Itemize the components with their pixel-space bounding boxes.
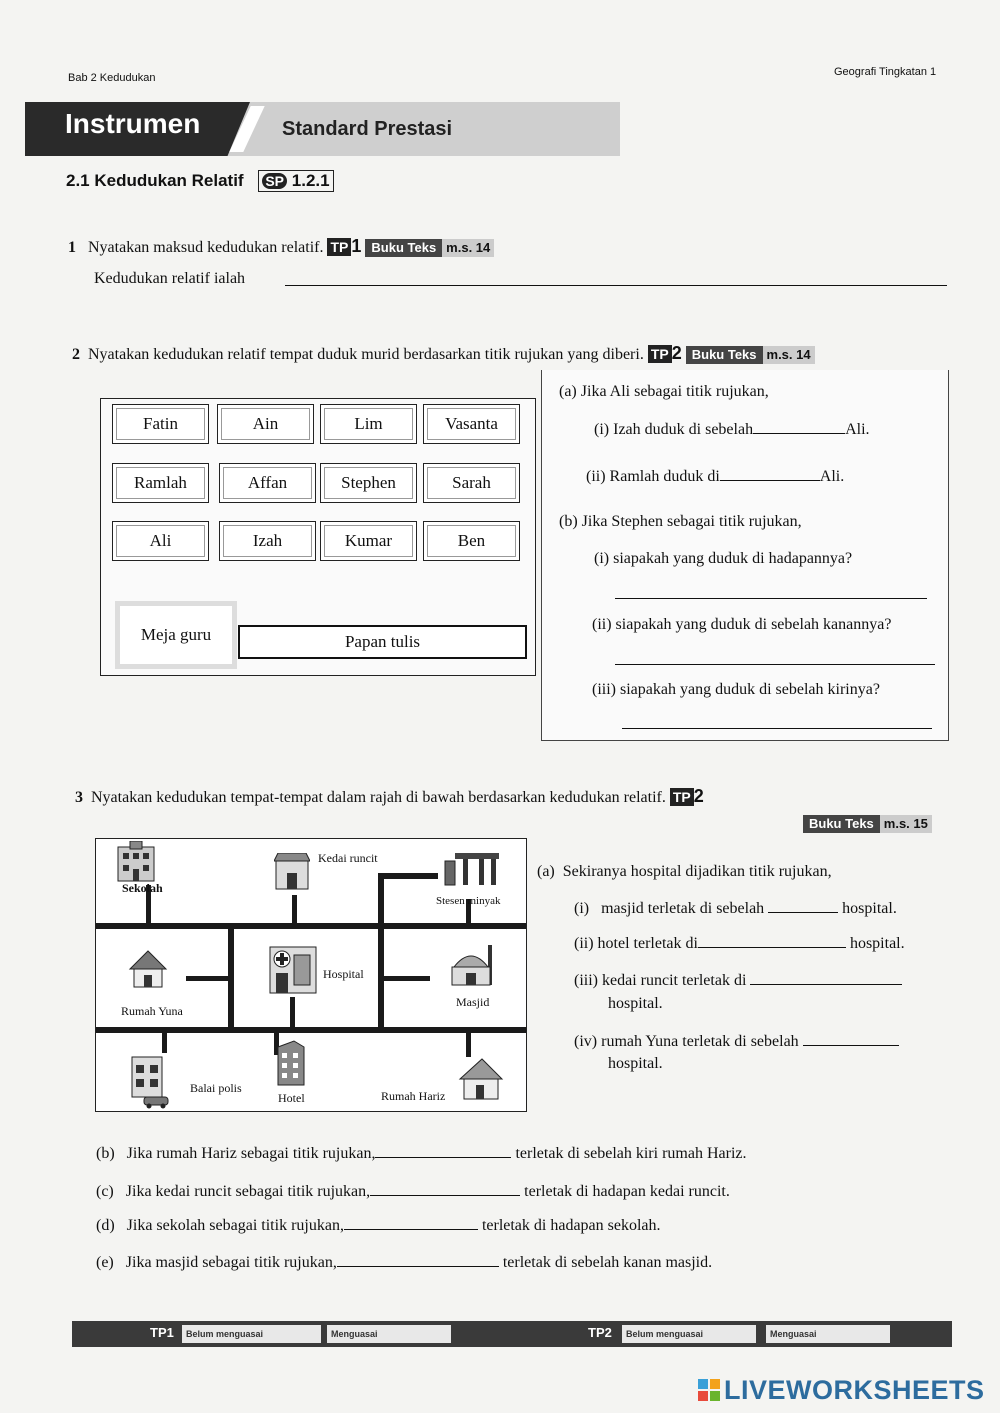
q2-b-ii: (ii) siapakah yang duduk di sebelah kanannya? — [592, 616, 892, 633]
seat: Stephen — [320, 463, 417, 503]
q3-page: m.s. 15 — [880, 815, 932, 833]
whiteboard: Papan tulis — [238, 625, 527, 659]
q3-book — [803, 815, 932, 833]
q3-a-iv-label: (iv) — [574, 1033, 598, 1050]
q3-a-iii-pre: kedai runcit terletak di — [602, 972, 747, 989]
label-stesen: Stesen minyak — [436, 895, 501, 907]
q3-b-label: (b) — [96, 1145, 115, 1162]
road — [162, 1033, 167, 1053]
q2-b — [559, 513, 802, 531]
q1-text: Nyatakan maksud kedudukan relatif. — [88, 239, 324, 256]
q2-b-label: (b) — [559, 513, 578, 530]
tp1-bar — [72, 1321, 510, 1347]
q3-a-ii-label: (ii) — [574, 935, 594, 952]
q2-number: 2 — [72, 346, 80, 363]
q3-a-i-post: hospital. — [842, 900, 897, 917]
q3-a-iv — [574, 1031, 899, 1051]
label-hospital: Hospital — [323, 967, 364, 981]
q3-a-i-label: (i) — [574, 900, 590, 917]
banner — [25, 102, 620, 156]
q3-a-text: Sekiranya hospital dijadikan titik rujukan, — [562, 863, 832, 880]
label-sekolah: Sekolah — [122, 881, 163, 895]
q1-page: m.s. 14 — [442, 239, 494, 257]
q1-tp-badge: TP — [327, 238, 351, 256]
road — [466, 1033, 471, 1057]
q3-a-i — [574, 898, 897, 918]
q2-a — [559, 383, 769, 401]
q3-text: Nyatakan kedudukan tempat-tempat dalam rajah di bawah berdasarkan kedudukan relatif. — [91, 789, 666, 806]
q3-a-iii — [574, 970, 902, 990]
answer-blank[interactable] — [370, 1181, 520, 1196]
q3-a — [537, 863, 832, 881]
school-icon — [116, 841, 156, 883]
q3-a-ii — [574, 933, 905, 953]
q3-c-post: terletak di hadapan kedai runcit. — [524, 1183, 730, 1200]
q3-b — [96, 1143, 746, 1163]
liveworksheets-brand[interactable]: LIVEWORKSHEETS — [724, 1375, 985, 1405]
answer-blank[interactable] — [803, 1031, 899, 1046]
q3-a-iv-post: hospital. — [608, 1055, 663, 1072]
q2-a-label: (a) — [559, 383, 577, 400]
label-masjid: Masjid — [456, 995, 490, 1009]
answer-blank[interactable] — [750, 970, 902, 985]
seat: Sarah — [423, 463, 520, 503]
q3-tp-badge: TP — [670, 788, 694, 806]
hospital-icon — [268, 941, 318, 995]
tp1-mastered[interactable]: Menguasai — [327, 1325, 451, 1343]
subject-label: Geografi Tingkatan 1 — [834, 66, 937, 78]
label-rumah-yuna: Rumah Yuna — [121, 1004, 183, 1018]
q2-page: m.s. 14 — [763, 346, 815, 364]
label-kedai: Kedai runcit — [318, 851, 378, 865]
section-title-text: 2.1 Kedudukan Relatif — [66, 171, 244, 190]
sp-code: 1.2.1 — [291, 171, 330, 190]
seat: Ramlah — [112, 463, 209, 503]
q3-a-label: (a) — [537, 863, 555, 880]
banner-title: Instrumen — [65, 108, 201, 139]
q1-book-badge: Buku Teks — [365, 239, 442, 257]
sp-box — [258, 170, 333, 192]
seat: Lim — [320, 404, 417, 444]
q3-d-label: (d) — [96, 1217, 115, 1234]
q1 — [68, 236, 494, 257]
seat: Izah — [219, 521, 316, 561]
q3-d — [96, 1215, 661, 1235]
q3-a-iii-post: hospital. — [608, 995, 663, 1012]
tp1-label: TP1 — [150, 1325, 174, 1340]
chapter-label: Bab 2 Kedudukan — [68, 72, 156, 84]
seat: Fatin — [112, 404, 209, 444]
q2-a-i-post: Ali. — [845, 421, 870, 438]
q2-a-i-label: (i) — [594, 421, 610, 438]
q2-panel — [541, 370, 949, 741]
q2-a-ii-label: (ii) — [586, 468, 606, 485]
answer-blank[interactable] — [375, 1143, 511, 1158]
petrol-station-icon — [441, 851, 501, 887]
q3-e-post: terletak di sebelah kanan masjid. — [502, 1254, 713, 1271]
q2 — [72, 343, 815, 364]
tp1-not-mastered[interactable]: Belum menguasai — [182, 1325, 321, 1343]
q3-c — [96, 1181, 730, 1201]
banner-subtitle: Standard Prestasi — [282, 118, 453, 140]
answer-blank[interactable] — [768, 898, 838, 913]
sp-badge: SP — [262, 173, 287, 189]
tp2-bar — [510, 1321, 952, 1347]
q2-b-iii: (iii) siapakah yang duduk di sebelah kirinya? — [592, 681, 880, 698]
shop-icon — [274, 853, 310, 891]
tp2-label: TP2 — [588, 1325, 612, 1340]
section-title — [66, 170, 334, 192]
answer-blank[interactable] — [753, 419, 845, 434]
road — [96, 1027, 526, 1033]
q3-a-ii-post: hospital. — [849, 935, 905, 952]
q3-c-label: (c) — [96, 1183, 114, 1200]
q1-answer-line[interactable] — [285, 285, 947, 286]
road — [378, 873, 438, 879]
q3-b-post: terletak di sebelah kiri rumah Hariz. — [515, 1145, 747, 1162]
house-icon — [126, 949, 170, 989]
q3-a-i-pre: masjid terletak di sebelah — [601, 900, 765, 917]
q3-number: 3 — [75, 789, 83, 806]
seat: Ain — [217, 404, 314, 444]
police-station-icon — [126, 1053, 176, 1109]
answer-blank[interactable] — [698, 933, 846, 948]
road — [292, 895, 297, 925]
q3-d-post: terletak di hadapan sekolah. — [481, 1217, 661, 1234]
tp2-mastered[interactable]: Menguasai — [766, 1325, 890, 1343]
mosque-icon — [446, 943, 496, 987]
answer-line[interactable] — [615, 664, 935, 665]
town-map — [95, 838, 527, 1112]
q3-d-pre: Jika sekolah sebagai titik rujukan, — [126, 1217, 344, 1234]
q2-a-ii-post: Ali. — [819, 468, 845, 485]
q1-number: 1 — [68, 239, 76, 256]
q1-answer-prompt: Kedudukan relatif ialah — [94, 270, 246, 287]
q2-a-i — [594, 419, 870, 439]
q3-a-ii-pre: hotel terletak di — [597, 935, 698, 952]
classroom-diagram — [100, 398, 536, 676]
seat: Vasanta — [423, 404, 520, 444]
answer-line[interactable] — [615, 598, 927, 599]
seat: Ben — [423, 521, 520, 561]
road — [96, 923, 526, 929]
q2-b-text: Jika Stephen sebagai titik rujukan, — [581, 513, 802, 530]
road — [290, 997, 295, 1029]
q3-e-pre: Jika masjid sebagai titik rujukan, — [125, 1254, 337, 1271]
q3-book-badge: Buku Teks — [803, 815, 880, 833]
q3-e — [96, 1252, 712, 1272]
liveworksheets-logo-icon — [698, 1379, 720, 1401]
q2-tp-badge: TP — [648, 345, 672, 363]
road — [378, 873, 384, 1033]
q3-tp-level: 2 — [693, 786, 704, 806]
q3-c-pre: Jika kedai runcit sebagai titik rujukan, — [125, 1183, 371, 1200]
q2-text: Nyatakan kedudukan relatif tempat duduk murid berdasarkan titik rujukan yang diberi. — [88, 346, 644, 363]
q3-b-pre: Jika rumah Hariz sebagai titik rujukan, — [126, 1145, 376, 1162]
road — [384, 976, 430, 981]
label-balai: Balai polis — [190, 1081, 242, 1095]
house-icon — [456, 1057, 506, 1103]
q2-b-i: (i) siapakah yang duduk di hadapannya? — [594, 550, 853, 567]
answer-blank[interactable] — [344, 1215, 478, 1230]
q2-a-text: Jika Ali sebagai titik rujukan, — [580, 383, 769, 400]
teacher-desk: Meja guru — [115, 601, 237, 669]
label-rumah-hariz: Rumah Hariz — [381, 1089, 446, 1103]
answer-line[interactable] — [622, 728, 932, 729]
answer-blank[interactable] — [720, 466, 820, 481]
q2-a-ii-pre: Ramlah duduk di — [609, 468, 720, 485]
q3-a-iii-label: (iii) — [574, 972, 598, 989]
label-hotel: Hotel — [278, 1091, 305, 1105]
seat: Affan — [219, 463, 316, 503]
q2-a-i-pre: Izah duduk di sebelah — [613, 421, 754, 438]
tp2-not-mastered[interactable]: Belum menguasai — [622, 1325, 756, 1343]
q1-tp-level: 1 — [351, 236, 362, 256]
road — [186, 976, 230, 981]
q3 — [75, 786, 704, 807]
answer-blank[interactable] — [337, 1252, 499, 1267]
q2-tp-level: 2 — [671, 343, 682, 363]
seat: Kumar — [320, 521, 417, 561]
hotel-icon — [276, 1039, 306, 1087]
q2-a-ii — [586, 466, 844, 486]
q2-book-badge: Buku Teks — [686, 346, 763, 364]
q3-e-label: (e) — [96, 1254, 114, 1271]
q3-a-iv-pre: rumah Yuna terletak di sebelah — [601, 1033, 799, 1050]
seat: Ali — [112, 521, 209, 561]
